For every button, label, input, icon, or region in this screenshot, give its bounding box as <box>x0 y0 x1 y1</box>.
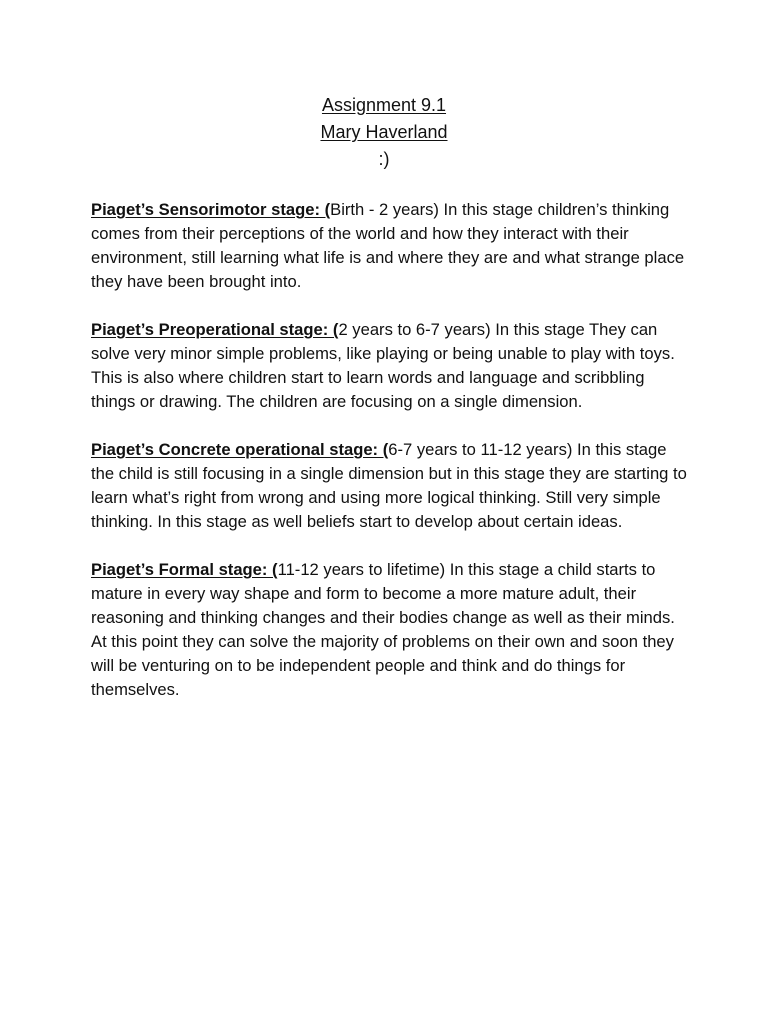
concrete-operational-stage-text: 6-7 years to 11-12 years) In this stage the child is still focusing in a single dimension but in this stage they are starting to learn what’s right from wrong and using more logical thinking. Still very simple thinking. In this stage as well beliefs start to develop about certain ideas. <box>91 440 687 531</box>
sensorimotor-stage-label: Piaget’s Sensorimotor stage: ( <box>91 200 331 219</box>
sensorimotor-stage-text: Birth - 2 years) In this stage children’s thinking comes from their perceptions of the world and how they interact with their environment, still learning what life is and where they are and what strange place they have been brought into. <box>91 200 685 291</box>
emoticon: :) <box>378 149 390 169</box>
sensorimotor-paragraph <box>91 198 691 294</box>
author-name: Mary Haverland <box>320 122 448 142</box>
document-header <box>0 92 768 173</box>
document-body <box>91 198 691 726</box>
concrete-operational-stage-label: Piaget’s Concrete operational stage: ( <box>91 440 389 459</box>
preoperational-stage-text: 2 years to 6-7 years) In this stage They can solve very minor simple problems, like playing or being unable to play with toys. This is also where children start to learn words and language and scribbling things or drawing. The children are focusing on a single dimension. <box>91 320 675 411</box>
preoperational-paragraph <box>91 318 691 414</box>
formal-paragraph <box>91 558 691 702</box>
concrete-operational-paragraph <box>91 438 691 534</box>
assignment-title: Assignment 9.1 <box>321 95 447 115</box>
preoperational-stage-label: Piaget’s Preoperational stage: ( <box>91 320 339 339</box>
formal-stage-label: Piaget’s Formal stage: ( <box>91 560 278 579</box>
formal-stage-text: 11-12 years to lifetime) In this stage a child starts to mature in every way shape and form to become a more mature adult, their reasoning and thinking changes and their bodies change as well as their minds. At this point they can solve the majority of problems on their own and soon they will be venturing on to be independent people and think and do things for themselves. <box>91 560 675 699</box>
